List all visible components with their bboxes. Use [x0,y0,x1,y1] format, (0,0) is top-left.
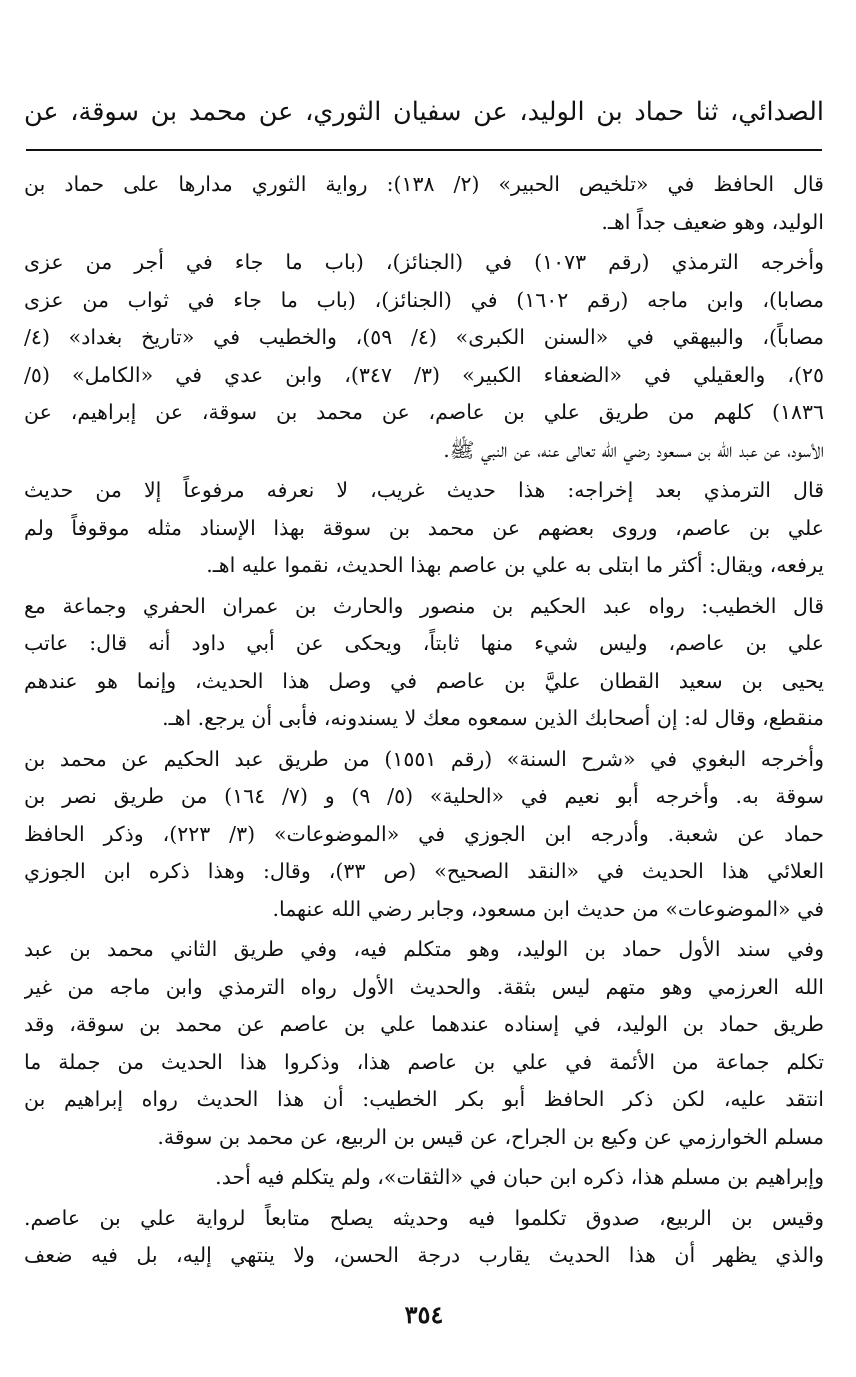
footnote-line: حماد عن شعبة. وأدرجه ابن الجوزي في «الموضوعات» (٣/ ٢٢٣)، وذكر الحافظ [24,821,824,846]
footnote-line: يحيى بن سعيد القطان عليَّ بن عاصم في وصل هذا الحديث، وإنما هو عندهم [24,668,824,693]
footnote-line: منقطع، وقال له: إن أصحابك الذين سمعوه معك لا يسندونه، فأبى أن يرجع. اهـ. [162,706,824,730]
footnote-line: ١٨٣٦) كلهم من طريق علي بن عاصم، عن محمد بن سوقة، عن إبراهيم، عن [24,400,824,424]
footnote-paragraph [24,166,824,241]
book-page [24,0,824,1377]
footnote-line: مصابا)، وابن ماجه (رقم ١٦٠٢) في (الجنائز)، (باب ما جاء في ثواب من عزى [24,287,824,312]
footnote-paragraph [24,1159,824,1197]
footnote-line: الله العرزمي وهو متهم ليس بثقة. والحديث الأول رواه الترمذي وابن ماجه من غير [24,974,824,999]
footnote-line: الأسود، عن عبد الله بن مسعود رضي الله تعالى عنه، عن النبي ﷺ. [443,437,824,462]
footnote-line: وأخرجه الترمذي (رقم ١٠٧٣) في (الجنائز)، (باب ما جاء في أجر من عزى [24,250,824,274]
footnote-paragraph [24,931,824,1156]
footnote-line: انتقد عليه، لكن ذكر الحافظ أبو بكر الخطيب: أن هذا الحديث رواه إبراهيم بن [24,1087,824,1111]
footnote-line: وفي سند الأول حماد بن الوليد، وهو متكلم فيه، وفي طريق الثاني محمد بن عبد [24,937,824,961]
footnote-line: العلائي هذا الحديث في «النقد الصحيح» (ص ٣٣)، وقال: وهذا ذكره ابن الجوزي [24,859,824,883]
footnote-line: علي بن عاصم، وروى بعضهم عن محمد بن سوقة بهذا الإسناد مثله موقوفاً ولم [24,515,824,540]
footnote-line: طريق حماد بن الوليد، في إسناده عندهما علي بن عاصم عن محمد بن سوقة، وقد [24,1012,824,1036]
main-text-line: الصدائي، ثنا حماد بن الوليد، عن سفيان الثوري، عن محمد بن سوقة، عن [24,97,824,127]
footnote-line: تكلم جماعة من الأئمة في علي بن عاصم هذا، وذكروا هذا الحديث من جملة ما [24,1049,824,1074]
footnote-line: قال الخطيب: رواه عبد الحكيم بن منصور والحارث بن عمران الحفري وجماعة مع [24,593,824,618]
footnote-line: قال الحافظ في «تلخيص الحبير» (٢/ ١٣٨): رواية الثوري مدارها على حماد بن [24,172,824,196]
footnote-line: مصاباً)، والبيهقي في «السنن الكبرى» (٤/ ٥٩)، والخطيب في «تاريخ بغداد» (٤/ [24,325,824,349]
footnote-paragraph [24,1200,824,1275]
footnote-line: ٢٥)، والعقيلي في «الضعفاء الكبير» (٣/ ٣٤٧)، وابن عدي في «الكامل» (٥/ [24,362,824,387]
footnote-paragraph [24,588,824,738]
footnote-line: والذي يظهر أن هذا الحديث يقارب درجة الحسن، ولا ينتهي إليه، بل فيه ضعف [24,1243,824,1267]
footnote-line: وأخرجه البغوي في «شرح السنة» (رقم ١٥٥١) من طريق عبد الحكيم عن محمد بن [24,746,824,771]
footnote-line: يرفعه، ويقال: أكثر ما ابتلى به علي بن عاصم بهذا الحديث، نقموا عليه اهـ. [206,553,824,577]
page-number: ٣٥٤ [404,1300,444,1329]
footnote-separator-rule [26,149,822,151]
footnote-line: في «الموضوعات» من حديث ابن مسعود، وجابر رضي الله عنهما. [272,896,824,921]
footnote-paragraph [24,244,824,469]
footnote-paragraph [24,741,824,929]
footnote-line: مسلم الخوارزمي عن وكيع بن الجراح، عن قيس بن الربيع، عن محمد بن سوقة. [157,1124,824,1149]
footnote-line: قال الترمذي بعد إخراجه: هذا حديث غريب، لا نعرفه مرفوعاً إلا من حديث [24,478,824,502]
footnote-line: وقيس بن الربيع، صدوق تكلموا فيه وحديثه يصلح متابعاً لرواية علي بن عاصم. [24,1205,824,1230]
footnote-line: علي بن عاصم، وليس شيء منها ثابتاً، ويحكى عن أبي داود أنه قال: عاتب [24,631,824,655]
footnote-paragraph [24,472,824,585]
footnote-line: وإبراهيم بن مسلم هذا، ذكره ابن حبان في «الثقات»، ولم يتكلم فيه أحد. [215,1165,824,1189]
footnote-line: سوقة به. وأخرجه أبو نعيم في «الحلية» (٥/ ٩) و (٧/ ١٦٤) من طريق نصر بن [24,784,824,808]
footnotes-section [24,166,824,1278]
footnote-line: الوليد، وهو ضعيف جداً اهـ. [601,209,824,234]
